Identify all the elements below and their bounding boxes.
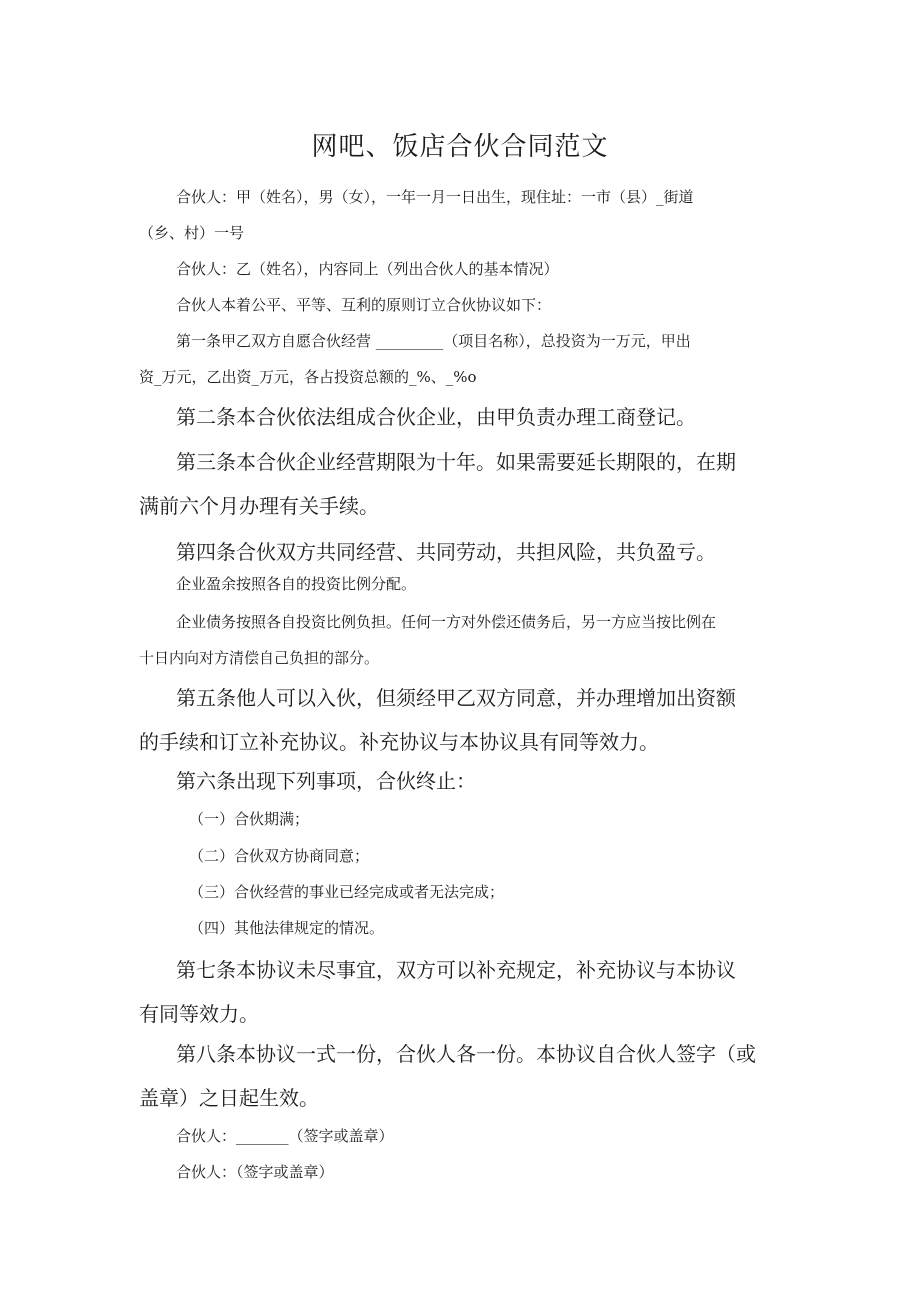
paragraph-line: 的手续和订立补充协议。补充协议与本协议具有同等效力。	[139, 730, 659, 754]
paragraph-line: 十日内向对方清偿自己负担的部分。	[139, 649, 380, 667]
signature-line-partner-b: 合伙人：（签字或盖章）	[176, 1163, 334, 1181]
paragraph-debt	[139, 604, 785, 676]
paragraph-line: 第五条他人可以入伙，但须经甲乙双方同意，并办理增加出资额	[176, 686, 736, 710]
paragraph-line: 盖章）之日起生效。	[139, 1086, 319, 1110]
paragraph-article-1	[139, 323, 785, 395]
paragraph-surplus: 企业盈余按照各自的投资比例分配。	[176, 575, 417, 593]
signature-line-partner-a: 合伙人：_______（签字或盖章）	[176, 1127, 394, 1145]
document-title: 网吧、饭店合伙合同范文	[311, 132, 609, 162]
paragraph-article-6: 第六条出现下列事项，合伙终止：	[176, 769, 476, 793]
paragraph-line: 企业债务按照各自投资比例负担。任何一方对外偿还债务后，另一方应当按比例在	[176, 613, 717, 631]
paragraph-article-3	[139, 440, 785, 528]
list-item: （三）合伙经营的事业已经完成或者无法完成；	[189, 883, 505, 901]
paragraph-article-7	[139, 948, 785, 1036]
paragraph-line: 第三条本合伙企业经营期限为十年。如果需要延长期限的，在期	[176, 450, 736, 474]
list-item: （一）合伙期满；	[189, 810, 310, 828]
paragraph-line: 有同等效力。	[139, 1002, 259, 1026]
paragraph-line: （乡、村）一号	[139, 224, 245, 242]
list-item: （二）合伙双方协商同意；	[189, 847, 370, 865]
paragraph-article-5	[139, 676, 785, 764]
paragraph-partner-a	[139, 179, 785, 251]
paragraph-line: 第一条甲乙双方自愿合伙经营 _________（项目名称），总投资为一万元，甲出	[176, 332, 691, 350]
paragraph-article-2: 第二条本合伙依法组成合伙企业，由甲负责办理工商登记。	[176, 405, 696, 429]
list-item: （四）其他法律规定的情况。	[189, 919, 385, 937]
paragraph-intro: 合伙人本着公平、平等、互利的原则订立合伙协议如下：	[176, 296, 552, 314]
paragraph-line: 满前六个月办理有关手续。	[139, 494, 379, 518]
paragraph-line: 第七条本协议未尽事宜，双方可以补充规定，补充协议与本协议	[176, 958, 736, 982]
paragraph-partner-b: 合伙人：乙（姓名），内容同上（列出合伙人的基本情况）	[176, 260, 559, 278]
paragraph-article-4: 第四条合伙双方共同经营、共同劳动，共担风险，共负盈亏。	[176, 540, 716, 564]
paragraph-line: 资_万元，乙出资_万元，各占投资总额的_%、_%o	[139, 368, 477, 386]
paragraph-article-8	[139, 1032, 785, 1120]
paragraph-line: 合伙人：甲（姓名），男（女），一年一月一日出生，现住址：一市（县）_街道	[176, 188, 694, 206]
paragraph-line: 第八条本协议一式一份，合伙人各一份。本协议自合伙人签字（或	[176, 1042, 756, 1066]
